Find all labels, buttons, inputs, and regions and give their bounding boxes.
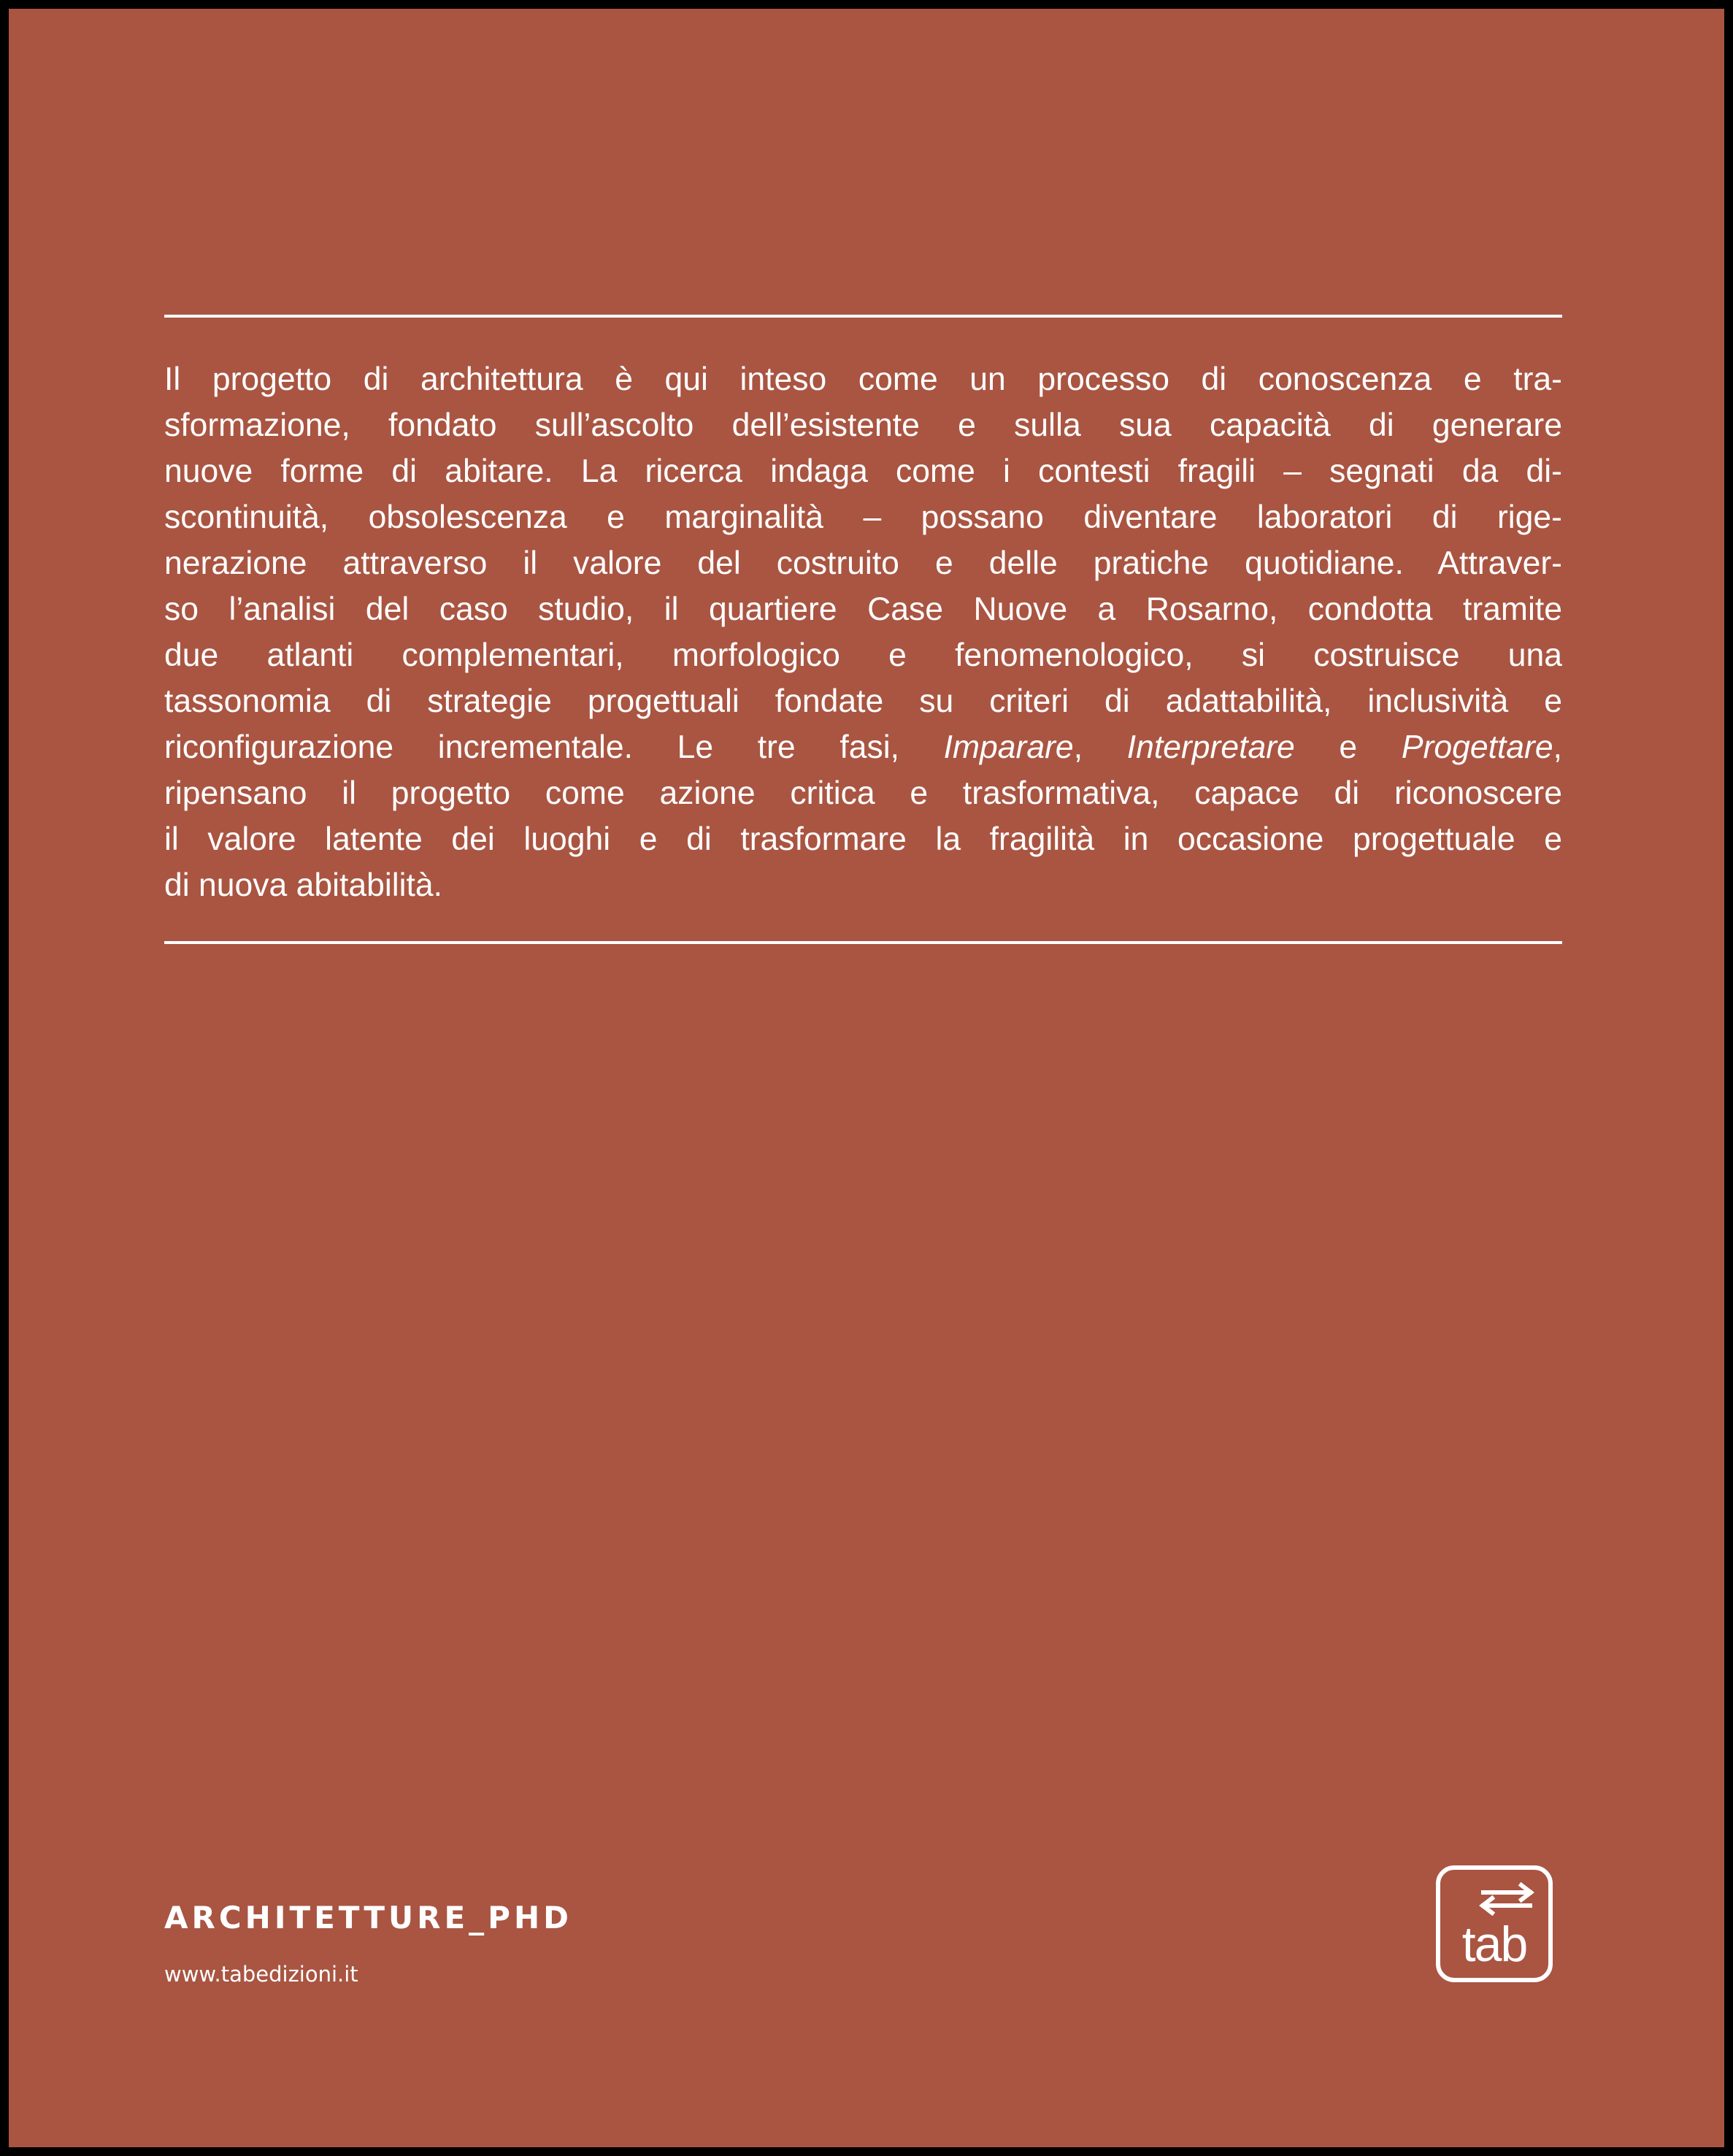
abstract-line: nerazione attraverso il valore del costruito e delle pratiche quotidiane. Attraver- xyxy=(164,545,1562,581)
phase-progettare: Progettare xyxy=(1401,729,1553,765)
abstract-text xyxy=(164,356,1562,908)
phase-trailing-comma: , xyxy=(1553,729,1562,765)
phase-imparare: Imparare xyxy=(943,729,1074,765)
abstract-line: sformazione, fondato sull’ascolto dell’esistente e sulla sua capacità di generare xyxy=(164,407,1562,443)
back-cover xyxy=(9,9,1724,2147)
abstract-line: ripensano il progetto come azione critica e trasformativa, capace di riconoscere xyxy=(164,775,1562,811)
phases-intro: riconfigurazione incrementale. Le tre fasi, xyxy=(164,729,944,765)
publisher-website: www.tabedizioni.it xyxy=(164,1962,358,1987)
phase-separator: e xyxy=(1294,729,1402,765)
top-divider xyxy=(164,315,1562,318)
abstract-line: il valore latente dei luoghi e di trasformare la fragilità in occasione progettuale e xyxy=(164,821,1562,857)
publisher-logo xyxy=(1435,1865,1553,1983)
abstract-line: Il progetto di architettura è qui inteso come un processo di conoscenza e tra- xyxy=(164,361,1562,397)
abstract-line: so l’analisi del caso studio, il quartiere Case Nuove a Rosarno, condotta tramite xyxy=(164,591,1562,627)
abstract-line-phases xyxy=(164,724,1562,770)
phase-separator: , xyxy=(1073,729,1127,765)
series-title: ARCHITETTURE_PHD xyxy=(164,1900,572,1936)
abstract-line: tassonomia di strategie progettuali fondate su criteri di adattabilità, inclusività e xyxy=(164,683,1562,719)
abstract-line: due atlanti complementari, morfologico e fenomenologico, si costruisce una xyxy=(164,637,1562,673)
abstract-line: scontinuità, obsolescenza e marginalità – possano diventare laboratori di rige- xyxy=(164,499,1562,535)
phase-interpretare: Interpretare xyxy=(1126,729,1295,765)
logo-wordmark: tab xyxy=(1461,1917,1527,1972)
abstract-line: di nuova abitabilità. xyxy=(164,867,442,903)
swap-arrows-icon xyxy=(1483,1885,1531,1913)
bottom-divider xyxy=(164,941,1562,944)
abstract-line: nuove forme di abitare. La ricerca indaga come i contesti fragili – segnati da di- xyxy=(164,453,1562,489)
